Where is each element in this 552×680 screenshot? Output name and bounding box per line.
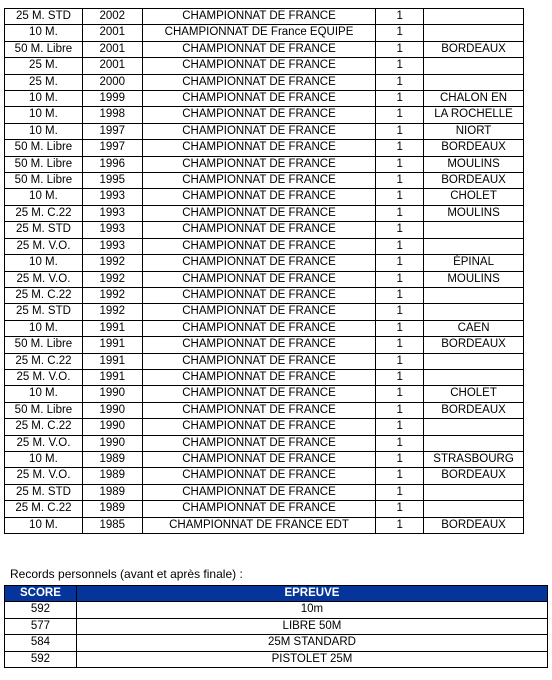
cell-competition: CHAMPIONNAT DE FRANCE <box>142 320 376 336</box>
cell-competition: CHAMPIONNAT DE FRANCE <box>142 353 376 369</box>
cell-lieu <box>424 222 524 238</box>
cell-annee: 1990 <box>82 419 142 435</box>
cell-competition: CHAMPIONNAT DE FRANCE <box>142 451 376 467</box>
results-body <box>5 9 524 534</box>
cell-epreuve: 10 M. <box>5 91 83 107</box>
cell-epreuve: 25 M. C.22 <box>5 353 83 369</box>
cell-lieu <box>424 484 524 500</box>
cell-annee: 1991 <box>82 337 142 353</box>
cell-annee: 1993 <box>82 205 142 221</box>
cell-annee: 1989 <box>82 501 142 517</box>
cell-place: 1 <box>376 222 424 238</box>
cell-epreuve: 25 M. STD <box>5 222 83 238</box>
cell-lieu <box>424 419 524 435</box>
cell-epreuve: 10 M. <box>5 320 83 336</box>
cell-lieu: ÉPINAL <box>424 255 524 271</box>
header-score: SCORE <box>5 586 77 602</box>
cell-epreuve: 25 M. V.O. <box>5 369 83 385</box>
table-row <box>5 287 524 303</box>
cell-place: 1 <box>376 419 424 435</box>
cell-annee: 1993 <box>82 238 142 254</box>
cell-place: 1 <box>376 451 424 467</box>
cell-epreuve: 25 M. V.O. <box>5 435 83 451</box>
table-row <box>5 58 524 74</box>
cell-annee: 1985 <box>82 517 142 533</box>
cell-lieu: CHOLET <box>424 386 524 402</box>
cell-score: 592 <box>5 602 77 619</box>
records-row <box>5 635 548 652</box>
cell-score: 592 <box>5 651 77 668</box>
cell-lieu <box>424 287 524 303</box>
cell-place: 1 <box>376 41 424 57</box>
cell-annee: 1993 <box>82 222 142 238</box>
cell-competition: CHAMPIONNAT DE FRANCE <box>142 304 376 320</box>
cell-competition: CHAMPIONNAT DE FRANCE <box>142 255 376 271</box>
table-row <box>5 238 524 254</box>
cell-epreuve: 50 M. Libre <box>5 140 83 156</box>
cell-annee: 1989 <box>82 468 142 484</box>
cell-competition: CHAMPIONNAT DE FRANCE <box>142 468 376 484</box>
results-table <box>4 8 524 534</box>
cell-epreuve: 10 M. <box>5 123 83 139</box>
table-row <box>5 304 524 320</box>
cell-competition: CHAMPIONNAT DE FRANCE <box>142 238 376 254</box>
cell-competition: CHAMPIONNAT DE FRANCE <box>142 107 376 123</box>
cell-epreuve: 25 M. STD <box>5 304 83 320</box>
cell-lieu: BORDEAUX <box>424 337 524 353</box>
cell-place: 1 <box>376 25 424 41</box>
cell-annee: 1992 <box>82 271 142 287</box>
cell-epreuve: LIBRE 50M <box>76 618 547 635</box>
cell-lieu: BORDEAUX <box>424 517 524 533</box>
cell-lieu: BORDEAUX <box>424 402 524 418</box>
cell-competition: CHAMPIONNAT DE FRANCE <box>142 140 376 156</box>
cell-score: 584 <box>5 635 77 652</box>
cell-place: 1 <box>376 517 424 533</box>
table-row <box>5 353 524 369</box>
cell-epreuve: 25 M. V.O. <box>5 271 83 287</box>
cell-epreuve: 25 M. C.22 <box>5 205 83 221</box>
cell-competition: CHAMPIONNAT DE FRANCE EDT <box>142 517 376 533</box>
table-row <box>5 468 524 484</box>
cell-lieu: BORDEAUX <box>424 468 524 484</box>
table-row <box>5 484 524 500</box>
cell-annee: 1989 <box>82 451 142 467</box>
cell-lieu: MOULINS <box>424 156 524 172</box>
cell-competition: CHAMPIONNAT DE FRANCE <box>142 484 376 500</box>
table-row <box>5 271 524 287</box>
table-row <box>5 451 524 467</box>
cell-epreuve: 10m <box>76 602 547 619</box>
table-row <box>5 501 524 517</box>
cell-annee: 1991 <box>82 353 142 369</box>
cell-place: 1 <box>376 91 424 107</box>
cell-competition: CHAMPIONNAT DE FRANCE <box>142 402 376 418</box>
cell-place: 1 <box>376 287 424 303</box>
records-table <box>4 585 548 668</box>
table-row <box>5 9 524 25</box>
cell-competition: CHAMPIONNAT DE FRANCE <box>142 419 376 435</box>
cell-annee: 1989 <box>82 484 142 500</box>
cell-competition: CHAMPIONNAT DE FRANCE <box>142 287 376 303</box>
cell-epreuve: 50 M. Libre <box>5 337 83 353</box>
cell-epreuve: 10 M. <box>5 255 83 271</box>
cell-lieu: MOULINS <box>424 205 524 221</box>
cell-epreuve: 10 M. <box>5 386 83 402</box>
cell-competition: CHAMPIONNAT DE FRANCE <box>142 205 376 221</box>
cell-epreuve: PISTOLET 25M <box>76 651 547 668</box>
cell-epreuve: 25 M. STD <box>5 9 83 25</box>
cell-epreuve: 10 M. <box>5 189 83 205</box>
cell-epreuve: 25 M. <box>5 58 83 74</box>
cell-lieu: CHOLET <box>424 189 524 205</box>
cell-annee: 2000 <box>82 74 142 90</box>
cell-competition: CHAMPIONNAT DE FRANCE <box>142 74 376 90</box>
cell-annee: 1993 <box>82 189 142 205</box>
cell-annee: 2001 <box>82 25 142 41</box>
cell-annee: 1995 <box>82 173 142 189</box>
cell-annee: 1992 <box>82 304 142 320</box>
cell-annee: 1991 <box>82 320 142 336</box>
cell-place: 1 <box>376 205 424 221</box>
cell-lieu <box>424 58 524 74</box>
records-row <box>5 651 548 668</box>
cell-competition: CHAMPIONNAT DE FRANCE <box>142 386 376 402</box>
cell-place: 1 <box>376 353 424 369</box>
cell-epreuve: 25 M. V.O. <box>5 468 83 484</box>
table-row <box>5 402 524 418</box>
cell-place: 1 <box>376 107 424 123</box>
cell-competition: CHAMPIONNAT DE FRANCE <box>142 189 376 205</box>
cell-competition: CHAMPIONNAT DE FRANCE <box>142 91 376 107</box>
cell-place: 1 <box>376 435 424 451</box>
cell-place: 1 <box>376 74 424 90</box>
cell-annee: 1991 <box>82 369 142 385</box>
cell-place: 1 <box>376 140 424 156</box>
cell-competition: CHAMPIONNAT DE FRANCE <box>142 337 376 353</box>
cell-competition: CHAMPIONNAT DE FRANCE <box>142 9 376 25</box>
cell-lieu: CHALON EN <box>424 91 524 107</box>
cell-place: 1 <box>376 484 424 500</box>
records-row <box>5 602 548 619</box>
cell-annee: 1996 <box>82 156 142 172</box>
cell-epreuve: 50 M. Libre <box>5 402 83 418</box>
cell-place: 1 <box>376 386 424 402</box>
cell-place: 1 <box>376 271 424 287</box>
cell-place: 1 <box>376 173 424 189</box>
cell-lieu: LA ROCHELLE <box>424 107 524 123</box>
table-row <box>5 107 524 123</box>
cell-epreuve: 25 M. C.22 <box>5 501 83 517</box>
cell-annee: 1992 <box>82 287 142 303</box>
cell-score: 577 <box>5 618 77 635</box>
cell-lieu <box>424 74 524 90</box>
cell-epreuve: 25M STANDARD <box>76 635 547 652</box>
cell-lieu <box>424 25 524 41</box>
cell-competition: CHAMPIONNAT DE FRANCE <box>142 435 376 451</box>
cell-epreuve: 50 M. Libre <box>5 156 83 172</box>
cell-place: 1 <box>376 501 424 517</box>
records-body <box>5 602 548 668</box>
cell-place: 1 <box>376 320 424 336</box>
cell-annee: 1997 <box>82 123 142 139</box>
table-row <box>5 222 524 238</box>
cell-lieu <box>424 353 524 369</box>
cell-place: 1 <box>376 337 424 353</box>
table-row <box>5 189 524 205</box>
cell-annee: 1990 <box>82 435 142 451</box>
table-row <box>5 419 524 435</box>
records-title: Records personnels (avant et après finale) : <box>10 567 243 581</box>
cell-epreuve: 50 M. Libre <box>5 173 83 189</box>
table-row <box>5 517 524 533</box>
cell-lieu <box>424 369 524 385</box>
cell-annee: 1990 <box>82 402 142 418</box>
cell-lieu: BORDEAUX <box>424 41 524 57</box>
cell-competition: CHAMPIONNAT DE FRANCE <box>142 369 376 385</box>
cell-annee: 2001 <box>82 41 142 57</box>
cell-lieu: BORDEAUX <box>424 173 524 189</box>
cell-annee: 1999 <box>82 91 142 107</box>
cell-place: 1 <box>376 189 424 205</box>
table-row <box>5 25 524 41</box>
cell-place: 1 <box>376 58 424 74</box>
cell-epreuve: 25 M. V.O. <box>5 238 83 254</box>
cell-lieu <box>424 304 524 320</box>
cell-place: 1 <box>376 255 424 271</box>
table-row <box>5 91 524 107</box>
cell-competition: CHAMPIONNAT DE FRANCE <box>142 173 376 189</box>
cell-annee: 2001 <box>82 58 142 74</box>
table-row <box>5 435 524 451</box>
cell-competition: CHAMPIONNAT DE FRANCE <box>142 501 376 517</box>
cell-place: 1 <box>376 238 424 254</box>
cell-place: 1 <box>376 369 424 385</box>
table-row <box>5 337 524 353</box>
records-row <box>5 618 548 635</box>
cell-lieu: BORDEAUX <box>424 140 524 156</box>
cell-annee: 1992 <box>82 255 142 271</box>
cell-place: 1 <box>376 156 424 172</box>
cell-epreuve: 25 M. STD <box>5 484 83 500</box>
cell-lieu: NIORT <box>424 123 524 139</box>
table-row <box>5 123 524 139</box>
cell-competition: CHAMPIONNAT DE FRANCE <box>142 271 376 287</box>
table-row <box>5 255 524 271</box>
cell-epreuve: 10 M. <box>5 451 83 467</box>
cell-lieu <box>424 501 524 517</box>
table-row <box>5 74 524 90</box>
table-row <box>5 320 524 336</box>
cell-epreuve: 25 M. C.22 <box>5 419 83 435</box>
table-row <box>5 386 524 402</box>
cell-competition: CHAMPIONNAT DE FRANCE <box>142 222 376 238</box>
cell-lieu <box>424 9 524 25</box>
cell-epreuve: 25 M. <box>5 74 83 90</box>
cell-place: 1 <box>376 9 424 25</box>
table-row <box>5 140 524 156</box>
cell-lieu: MOULINS <box>424 271 524 287</box>
cell-competition: CHAMPIONNAT DE FRANCE <box>142 156 376 172</box>
cell-place: 1 <box>376 402 424 418</box>
cell-epreuve: 10 M. <box>5 517 83 533</box>
table-row <box>5 369 524 385</box>
cell-competition: CHAMPIONNAT DE FRANCE <box>142 41 376 57</box>
table-row <box>5 173 524 189</box>
cell-competition: CHAMPIONNAT DE France EQUIPE <box>142 25 376 41</box>
header-epreuve: EPREUVE <box>76 586 547 602</box>
cell-place: 1 <box>376 304 424 320</box>
cell-place: 1 <box>376 123 424 139</box>
cell-annee: 1998 <box>82 107 142 123</box>
cell-competition: CHAMPIONNAT DE FRANCE <box>142 58 376 74</box>
cell-competition: CHAMPIONNAT DE FRANCE <box>142 123 376 139</box>
table-row <box>5 41 524 57</box>
records-header-row <box>5 586 548 602</box>
cell-lieu <box>424 238 524 254</box>
cell-lieu <box>424 435 524 451</box>
cell-epreuve: 25 M. C.22 <box>5 287 83 303</box>
cell-annee: 1990 <box>82 386 142 402</box>
cell-epreuve: 10 M. <box>5 25 83 41</box>
cell-place: 1 <box>376 468 424 484</box>
cell-annee: 1997 <box>82 140 142 156</box>
cell-lieu: CAEN <box>424 320 524 336</box>
table-row <box>5 156 524 172</box>
cell-lieu: STRASBOURG <box>424 451 524 467</box>
table-row <box>5 205 524 221</box>
cell-epreuve: 50 M. Libre <box>5 41 83 57</box>
cell-epreuve: 10 M. <box>5 107 83 123</box>
cell-annee: 2002 <box>82 9 142 25</box>
